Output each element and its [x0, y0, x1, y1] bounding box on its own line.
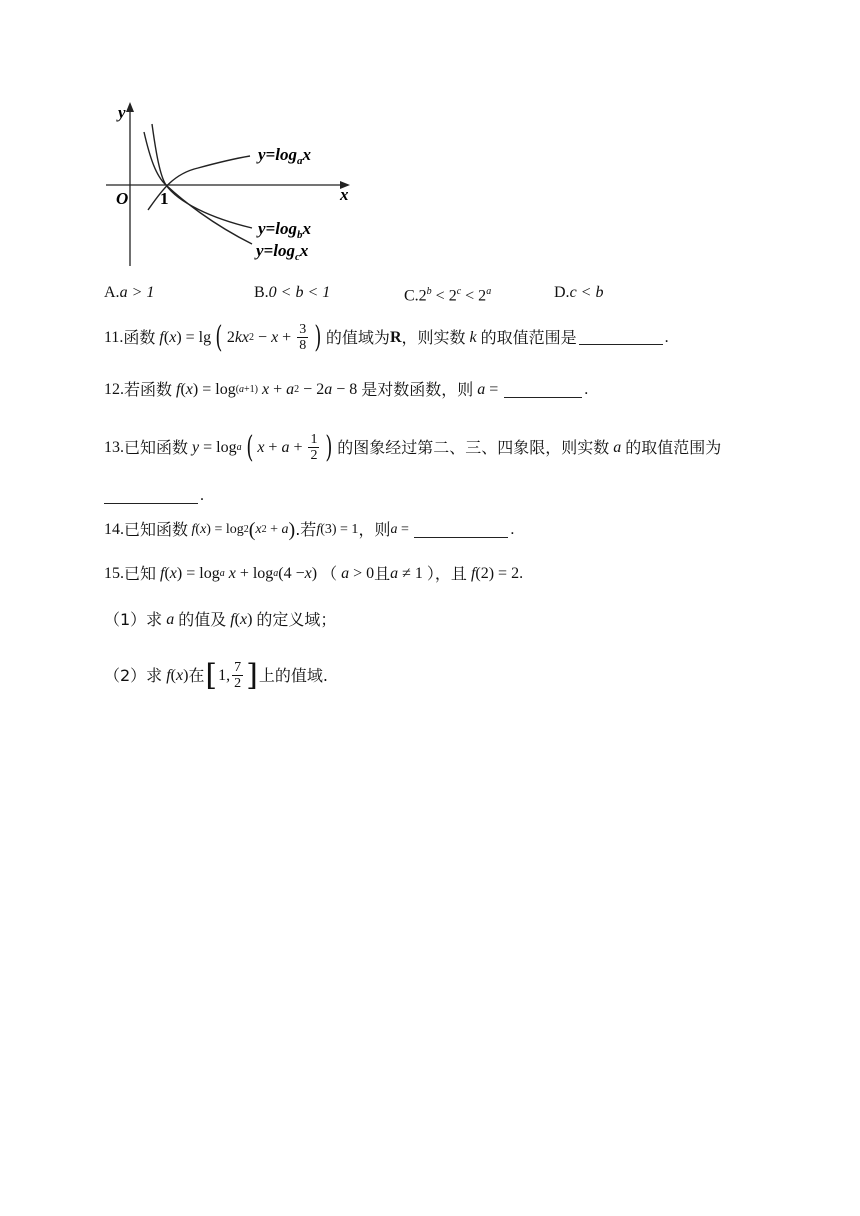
curve-a-label: $y=\log_ax$: [258, 145, 311, 167]
question-15-part-1: （1）求 a 的值及 f ( x ) 的定义域；: [104, 610, 337, 629]
question-13-blank-line: .: [104, 484, 204, 508]
origin-label: O: [116, 189, 129, 208]
y-axis-label: y: [118, 103, 126, 122]
question-13: 13. 已知函数 y = log a ( x + a + $\frac{1}{2}$ ) 的图象经过第二、三、四象限，则实数 a 的取值范围为: [104, 429, 722, 465]
option-d[interactable]: D.c < b: [554, 284, 604, 301]
one-label: 1: [160, 189, 169, 208]
q13-answer-blank[interactable]: [104, 489, 198, 504]
question-14: 14. 已知函数 f ( x ) = log 2 ( x 2 + a ) .若 f (3) = 1 ，则 a = .: [104, 519, 515, 541]
question-12: 12. 若函数 f ( x ) = log (a+1) x + a 2 − 2 a − 8 是对数函数，则 a = .: [104, 380, 589, 399]
q14-answer-blank[interactable]: [414, 523, 508, 538]
curve-log-c: [144, 132, 252, 244]
x-axis-label: x: [340, 185, 349, 204]
q12-answer-blank[interactable]: [504, 383, 582, 398]
option-b[interactable]: B.0 < b < 1: [254, 284, 331, 301]
y-axis-arrow: [126, 102, 134, 112]
question-15-part-2: （2）求 f ( x ) 在 [ 1, $\frac{7}{2}$ ] 上的值域.: [104, 657, 328, 693]
log-graph: [100, 98, 360, 270]
question-11: 11. 函数 f ( x ) = lg ( 2 kx 2 − x + $\frac{3}{8}$ ) 的值域为 R ，则实数 k 的取值范围是 .: [104, 319, 669, 355]
q11-answer-blank[interactable]: [579, 330, 663, 345]
curve-c-label: $y=\log_cx$: [256, 241, 309, 263]
option-c[interactable]: $C.2^b < 2^c < 2^a$: [404, 286, 492, 305]
question-15: 15. 已知 f ( x ) = log a x + log a (4 − x ) （ a > 0 且 a ≠ 1 ），且 f (2) = 2 .: [104, 564, 524, 583]
q10-options: [104, 280, 724, 304]
option-a[interactable]: A.a > 1: [104, 284, 155, 301]
curve-log-b: [152, 124, 252, 228]
curve-b-label: $y=\log_bx$: [258, 219, 311, 241]
